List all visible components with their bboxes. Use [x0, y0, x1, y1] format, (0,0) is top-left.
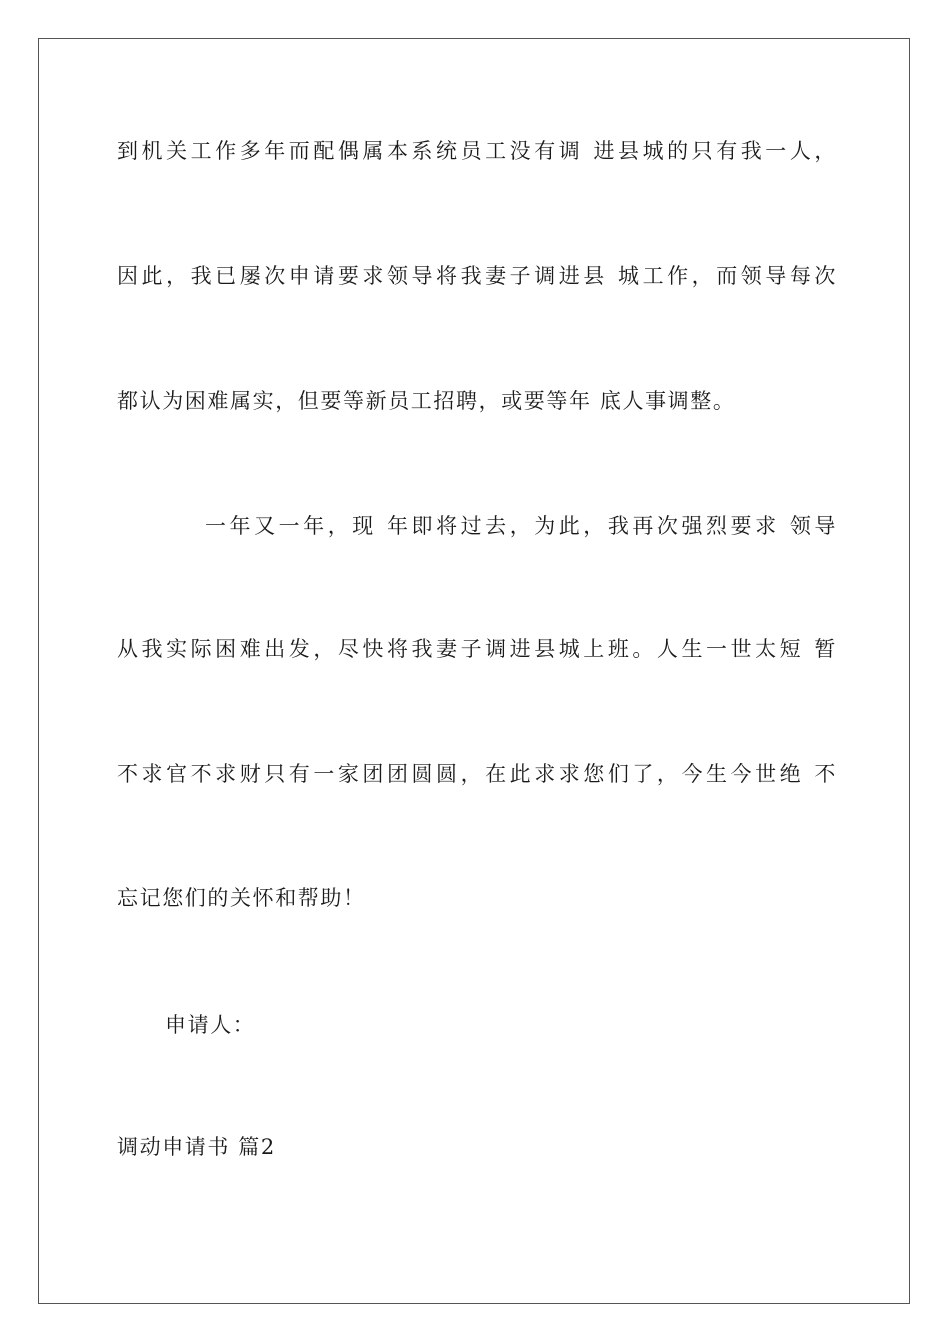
body-line-4: 一年又一年，现 年即将过去，为此，我再次强烈要求 领导: [205, 514, 837, 538]
body-line-6: 不求官不求财只有一家团团圆圆，在此求求您们了，今生今世绝 不: [117, 762, 837, 786]
page-border: [38, 38, 910, 1304]
body-line-3: 都认为困难属实，但要等新员工招聘，或要等年 底人事调整。: [117, 389, 736, 413]
signer-label: 申请人：: [165, 1013, 256, 1037]
body-line-2: 因此，我已屡次申请要求领导将我妻子调进县 城工作，而领导每次: [117, 264, 837, 288]
body-line-1: 到机关工作多年而配偶属本系统员工没有调 进县城的只有我一人，: [117, 139, 837, 163]
next-section-title: 调动申请书 篇2: [117, 1135, 276, 1159]
body-line-5: 从我实际困难出发，尽快将我妻子调进县城上班。人生一世太短 暂: [117, 637, 837, 661]
body-line-7: 忘记您们的关怀和帮助！: [117, 886, 366, 910]
